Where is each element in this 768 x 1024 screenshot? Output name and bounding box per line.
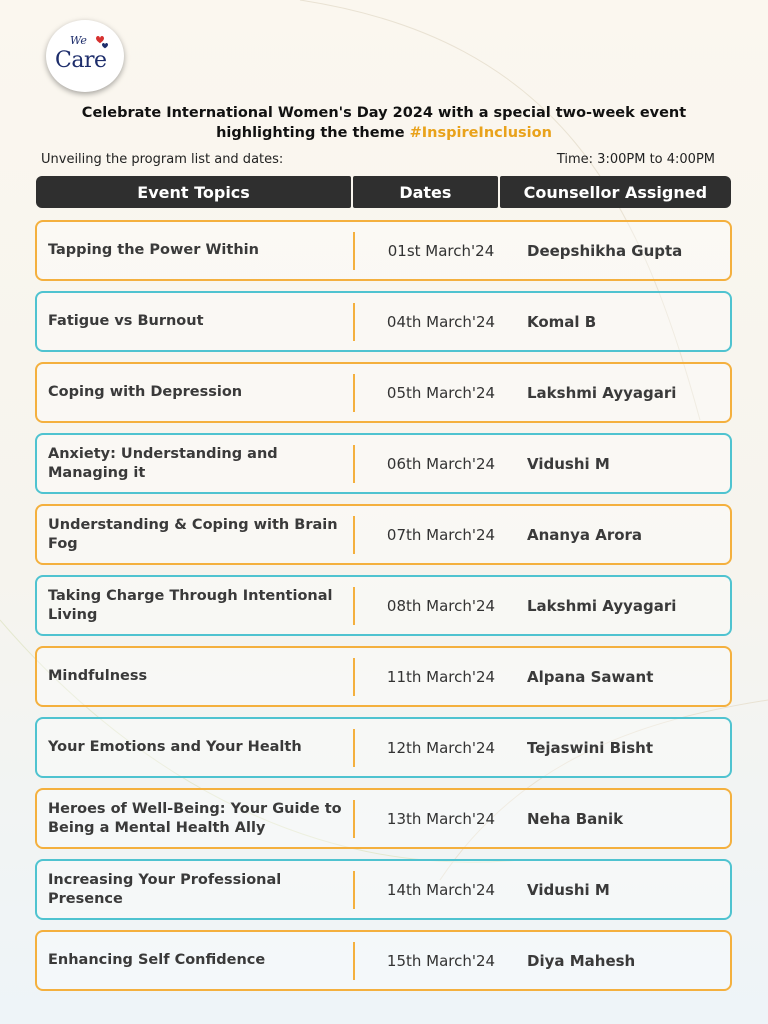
table-row <box>35 575 732 636</box>
event-topic: Anxiety: Understanding and Managing it <box>48 445 278 481</box>
header-dates: Dates <box>353 176 498 208</box>
logo-text-we: We <box>70 34 87 47</box>
table-row <box>35 504 732 565</box>
event-date: 04th March'24 <box>386 312 496 331</box>
counsellor-name: Lakshmi Ayyagari <box>527 596 677 615</box>
event-date: 12th March'24 <box>386 738 496 757</box>
event-date: 13th March'24 <box>386 809 496 828</box>
event-topic: Heroes of Well-Being: Your Guide to Being a Mental Health Ally <box>48 800 342 836</box>
table-row <box>35 717 732 778</box>
header-event-topics: Event Topics <box>36 176 351 208</box>
event-topic: Coping with Depression <box>48 384 243 400</box>
subline <box>41 152 715 167</box>
event-topic: Your Emotions and Your Health <box>48 739 302 755</box>
table-row <box>35 220 732 281</box>
counsellor-name: Diya Mahesh <box>527 951 636 970</box>
event-date: 15th March'24 <box>386 951 496 970</box>
time-text: Time: 3:00PM to 4:00PM <box>556 152 715 167</box>
table-row <box>35 788 732 849</box>
table-row <box>35 291 732 352</box>
event-topic: Fatigue vs Burnout <box>48 313 204 329</box>
program-intro-text: Unveiling the program list and dates: <box>41 152 284 167</box>
header-counsellor-assigned: Counsellor Assigned <box>500 176 731 208</box>
table-row <box>35 859 732 920</box>
event-table-body <box>35 220 732 1001</box>
event-date: 11th March'24 <box>386 667 496 686</box>
event-date: 01st March'24 <box>387 241 495 260</box>
counsellor-name: Alpana Sawant <box>527 667 654 686</box>
event-topic: Mindfulness <box>48 668 148 684</box>
event-topic: Tapping the Power Within <box>48 242 259 258</box>
event-topic: Understanding & Coping with Brain Fog <box>48 516 338 552</box>
counsellor-name: Lakshmi Ayyagari <box>527 383 677 402</box>
table-row <box>35 930 732 991</box>
headline-line-1: Celebrate International Women's Day 2024 with a special two-week event <box>81 105 687 121</box>
table-row <box>35 362 732 423</box>
headline-line-2-prefix: highlighting the theme <box>216 125 410 141</box>
counsellor-name: Vidushi M <box>527 880 610 899</box>
table-header <box>36 176 731 208</box>
event-date: 07th March'24 <box>386 525 496 544</box>
hashtag: #InspireInclusion <box>409 125 552 141</box>
counsellor-name: Ananya Arora <box>527 525 643 544</box>
event-date: 06th March'24 <box>386 454 496 473</box>
logo-text-care: Care <box>55 48 107 73</box>
event-date: 05th March'24 <box>386 383 496 402</box>
table-row <box>35 433 732 494</box>
event-date: 08th March'24 <box>386 596 496 615</box>
counsellor-name: Neha Banik <box>527 809 624 828</box>
event-topic: Taking Charge Through Intentional Living <box>48 587 333 623</box>
event-date: 14th March'24 <box>386 880 496 899</box>
event-topic: Increasing Your Professional Presence <box>48 871 282 907</box>
counsellor-name: Tejaswini Bisht <box>527 738 653 757</box>
counsellor-name: Vidushi M <box>527 454 610 473</box>
counsellor-name: Komal B <box>527 312 597 331</box>
table-row <box>35 646 732 707</box>
we-care-logo <box>46 20 124 92</box>
headline-line-2 <box>20 123 748 143</box>
event-topic: Enhancing Self Confidence <box>48 952 266 968</box>
headline <box>20 103 748 143</box>
counsellor-name: Deepshikha Gupta <box>527 241 683 260</box>
